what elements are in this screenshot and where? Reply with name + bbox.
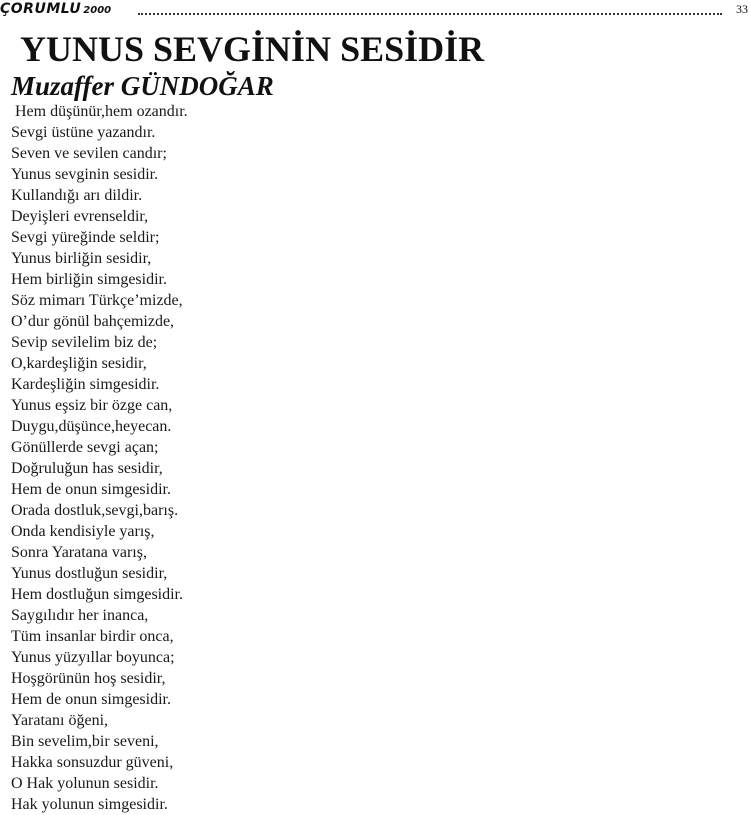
poem-line: Bin sevelim,bir seveni, [11,733,159,750]
poem-line: Sevgi üstüne yazandır. [11,124,156,141]
poem-line: Duygu,düşünce,heyecan. [11,418,172,435]
poem-line: Hak yolunun simgesidir. [11,796,168,813]
logo-year: 2000 [83,5,112,16]
poem-line: Orada dostluk,sevgi,barış. [11,502,179,519]
poem-line: Yunus yüzyıllar boyunca; [11,649,175,666]
poem-author: Muzaffer GÜNDOĞAR [11,71,274,101]
poem-line: Yunus birliğin sesidir, [11,250,152,267]
poem-body [11,101,188,815]
poem-line: Hem de onun simgesidir. [11,691,171,708]
dotted-leader-divider [138,13,722,15]
poem-line: Yaratanı öğeni, [11,712,109,729]
page-number: 33 [736,2,748,16]
poem-line: Tüm insanlar birdir onca, [11,628,174,645]
poem-line: Seven ve sevilen candır; [11,145,167,162]
poem-line: O,kardeşliğin sesidir, [11,355,147,372]
poem-line: Hakka sonsuzdur güveni, [11,754,174,771]
poem-line: Hem de onun simgesidir. [11,481,171,498]
poem-line: Sevgi yüreğinde seldir; [11,229,160,246]
poem-line: Yunus sevginin sesidir. [11,166,159,183]
poem-line: Gönüllerde sevgi açan; [11,439,159,456]
poem-line: Hoşgörünün hoş sesidir, [11,670,166,687]
poem-line: Sonra Yaratana varış, [11,544,147,561]
poem-line: Kardeşliğin simgesidir. [11,376,160,393]
poem-line: O’dur gönül bahçemizde, [11,313,175,330]
poem-line: Onda kendisiyle yarış, [11,523,155,540]
poem-line: Hem dostluğun simgesidir. [11,586,183,603]
poem-line: Yunus eşsiz bir özge can, [11,397,173,414]
poem-line: Yunus dostluğun sesidir, [11,565,168,582]
poem-line: Doğruluğun has sesidir, [11,460,163,477]
poem-line: Kullandığı arı dildir. [11,187,143,204]
page-header [0,0,750,20]
poem-line: O Hak yolunun sesidir. [11,775,159,792]
poem-line: Hem düşünür,hem ozandır. [15,103,188,120]
magazine-logo [0,1,111,17]
poem-title: YUNUS SEVGİNİN SESİDİR [20,29,485,69]
logo-text: ÇORUMLU [0,1,82,17]
poem-line: Saygılıdır her inanca, [11,607,149,624]
poem-line: Söz mimarı Türkçe’mizde, [11,292,183,309]
poem-line: Deyişleri evrenseldir, [11,208,149,225]
poem-line: Hem birliğin simgesidir. [11,271,167,288]
poem-line: Sevip sevilelim biz de; [11,334,158,351]
